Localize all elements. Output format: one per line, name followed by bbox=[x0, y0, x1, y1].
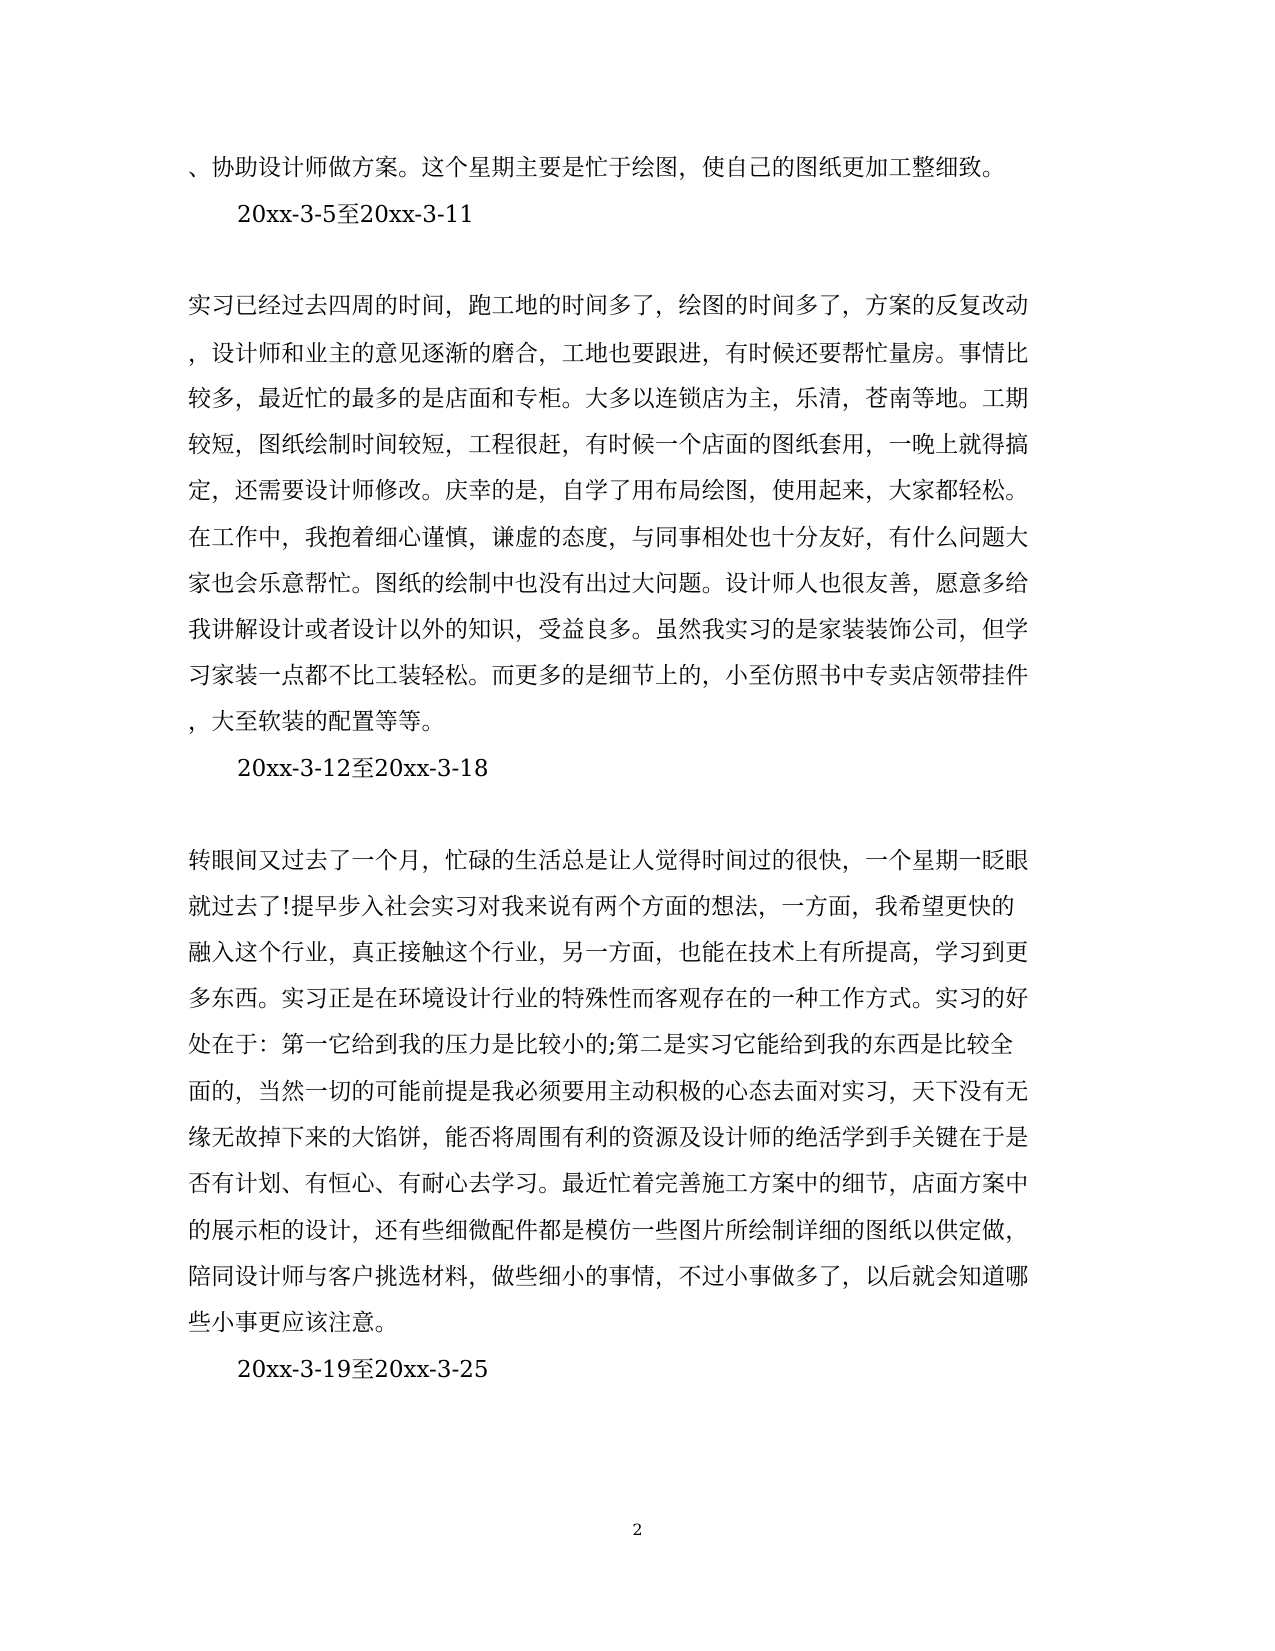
page-number: 2 bbox=[632, 1520, 643, 1539]
text-line: 面的，当然一切的可能前提是我必须要用主动积极的心态去面对实习，天下没有无 bbox=[188, 1079, 1029, 1105]
date-range-heading: 20xx-3-5至20xx-3-11 bbox=[237, 202, 474, 228]
text-line: 较多，最近忙的最多的是店面和专柜。大多以连锁店为主，乐清，苍南等地。工期 bbox=[188, 386, 1029, 412]
text-line: 多东西。实习正是在环境设计行业的特殊性而客观存在的一种工作方式。实习的好 bbox=[188, 986, 1029, 1012]
text-line: ，大至软装的配置等等。 bbox=[188, 709, 445, 735]
text-line: 陪同设计师与客户挑选材料，做些细小的事情，不过小事做多了，以后就会知道哪 bbox=[188, 1264, 1029, 1290]
text-line: 处在于：第一它给到我的压力是比较小的;第二是实习它能给到我的东西是比较全 bbox=[188, 1032, 1014, 1058]
text-line: ，设计师和业主的意见逐渐的磨合，工地也要跟进，有时候还要帮忙量房。事情比 bbox=[188, 341, 1029, 367]
text-line: 较短，图纸绘制时间较短，工程很赶，有时候一个店面的图纸套用，一晚上就得搞 bbox=[188, 432, 1029, 458]
text-line: 家也会乐意帮忙。图纸的绘制中也没有出过大问题。设计师人也很友善，愿意多给 bbox=[188, 571, 1029, 597]
text-line: 、协助设计师做方案。这个星期主要是忙于绘图，使自己的图纸更加工整细致。 bbox=[188, 155, 1006, 181]
text-line: 融入这个行业，真正接触这个行业，另一方面，也能在技术上有所提高，学习到更 bbox=[188, 940, 1029, 966]
text-line: 我讲解设计或者设计以外的知识，受益良多。虽然我实习的是家装装饰公司，但学 bbox=[188, 617, 1029, 643]
text-line: 就过去了!提早步入社会实习对我来说有两个方面的想法，一方面，我希望更快的 bbox=[188, 894, 1015, 920]
date-range-heading: 20xx-3-12至20xx-3-18 bbox=[237, 756, 489, 782]
text-line: 些小事更应该注意。 bbox=[188, 1310, 399, 1336]
text-line: 的展示柜的设计，还有些细微配件都是模仿一些图片所绘制详细的图纸以供定做， bbox=[188, 1218, 1029, 1244]
text-line: 习家装一点都不比工装轻松。而更多的是细节上的，小至仿照书中专卖店领带挂件 bbox=[188, 663, 1029, 689]
text-line: 缘无故掉下来的大馅饼，能否将周围有利的资源及设计师的绝活学到手关键在于是 bbox=[188, 1125, 1029, 1151]
text-line: 定，还需要设计师修改。庆幸的是，自学了用布局绘图，使用起来，大家都轻松。 bbox=[188, 478, 1029, 504]
date-range-heading: 20xx-3-19至20xx-3-25 bbox=[237, 1357, 489, 1383]
text-line: 在工作中，我抱着细心谨慎，谦虚的态度，与同事相处也十分友好，有什么问题大 bbox=[188, 525, 1029, 551]
text-line: 转眼间又过去了一个月，忙碌的生活总是让人觉得时间过的很快，一个星期一眨眼 bbox=[188, 848, 1029, 874]
text-line: 实习已经过去四周的时间，跑工地的时间多了，绘图的时间多了，方案的反复改动 bbox=[188, 293, 1029, 319]
text-line: 否有计划、有恒心、有耐心去学习。最近忙着完善施工方案中的细节，店面方案中 bbox=[188, 1171, 1029, 1197]
